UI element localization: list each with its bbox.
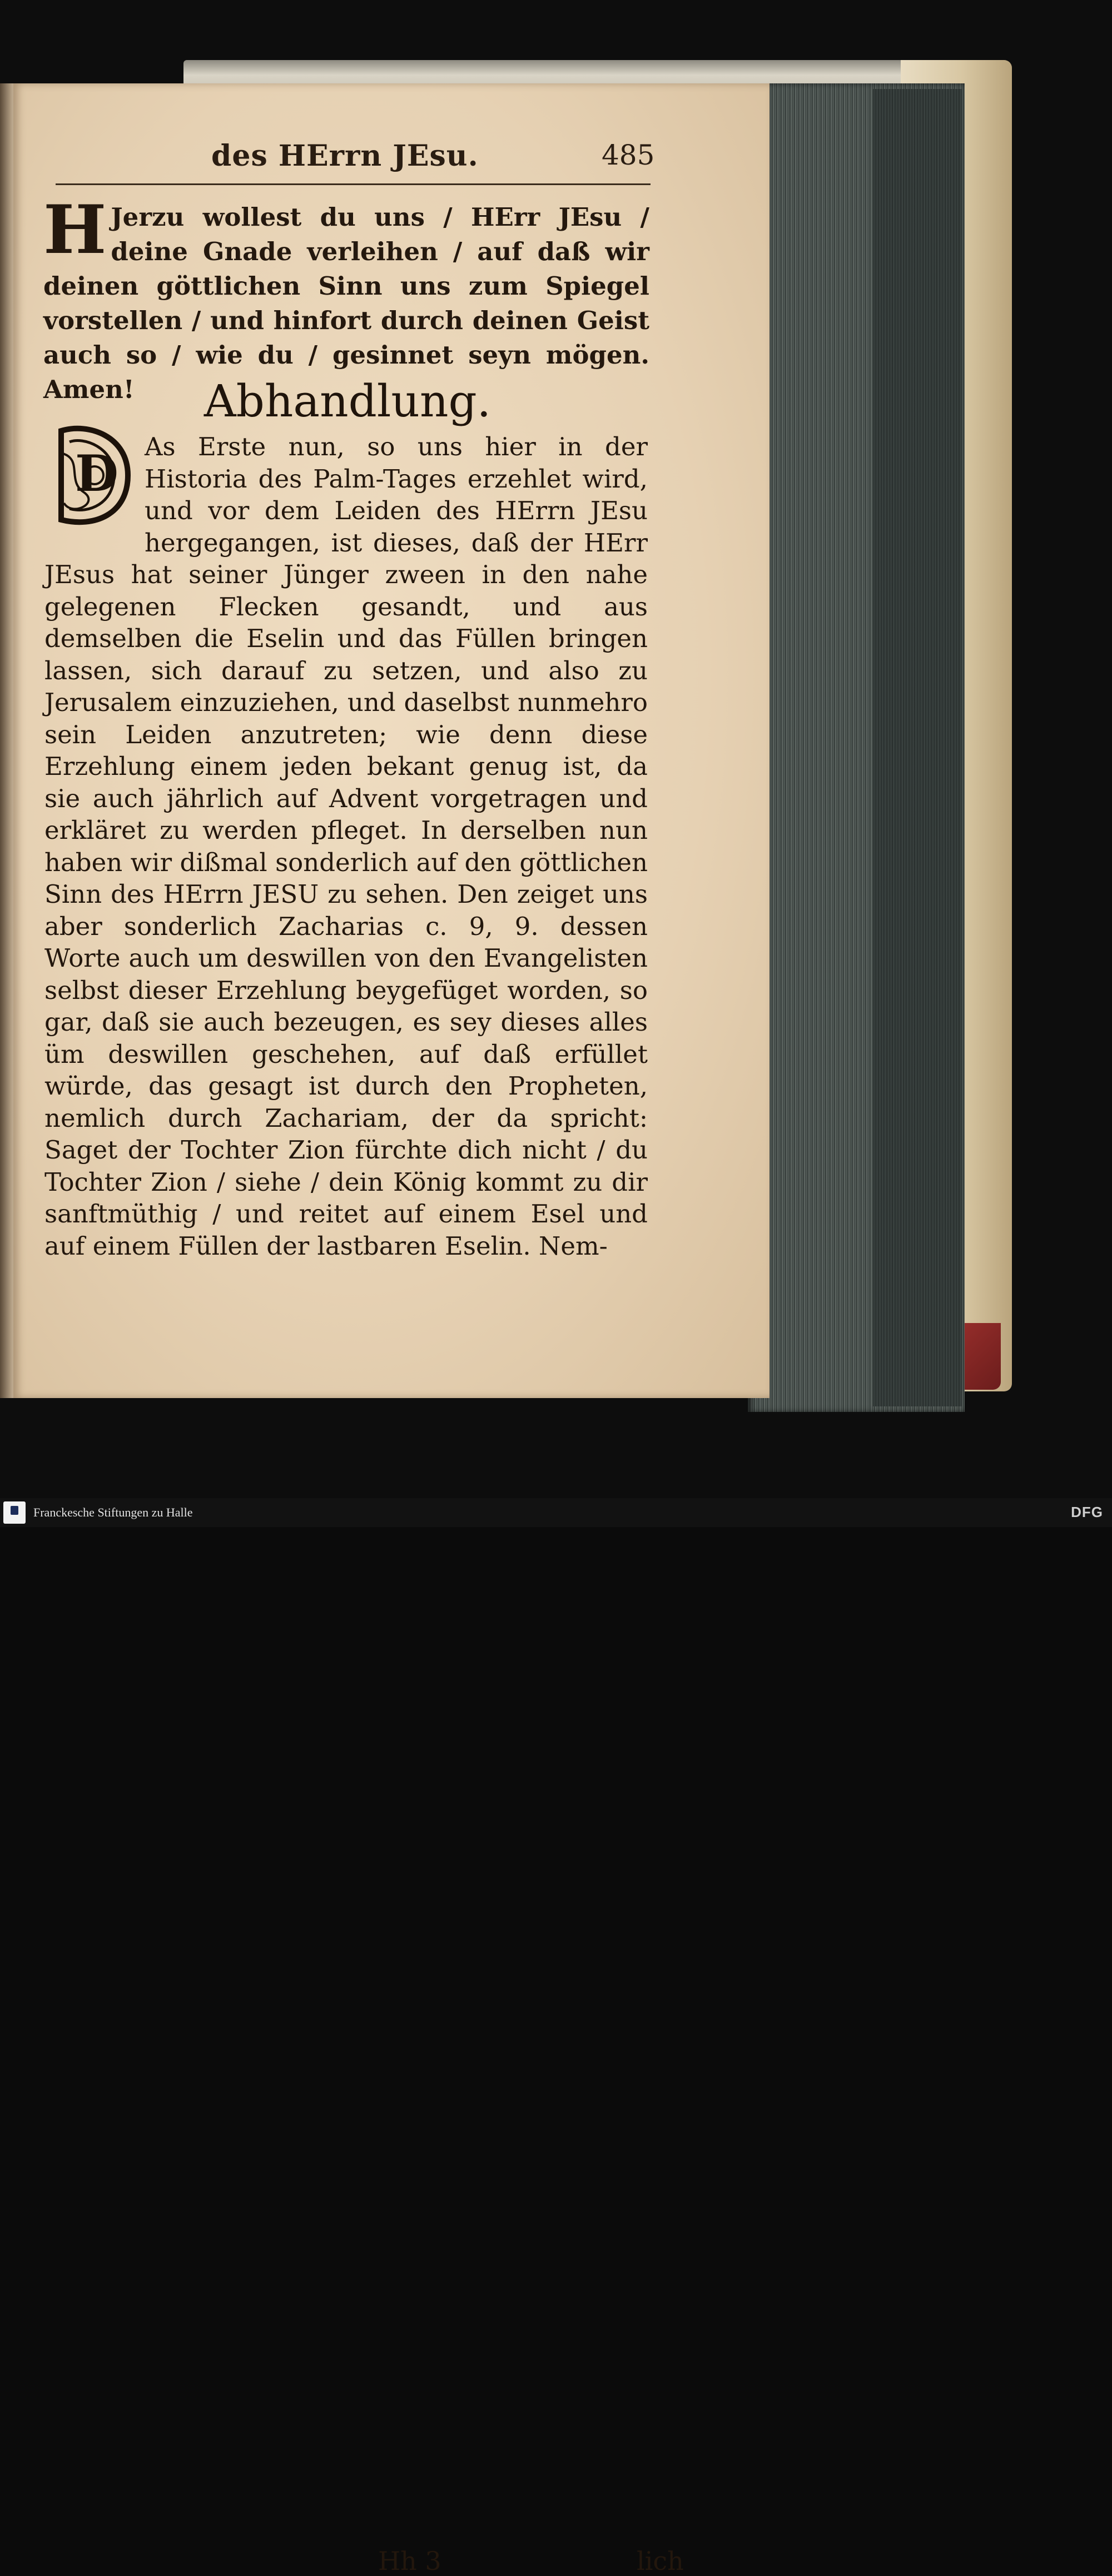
institution-logo-icon (3, 1501, 26, 1524)
head-rule (56, 183, 651, 185)
page-number: 485 (602, 139, 655, 171)
body-initial-glyph: D (75, 444, 119, 503)
page-edges-shadow (873, 89, 962, 1406)
catchword: lich (637, 2546, 684, 2576)
initial-space (44, 431, 145, 528)
body-paragraph (44, 431, 648, 1262)
institution-name: Franckesche Stiftungen zu Halle (33, 1505, 193, 1519)
running-head: des HErrn JEsu. (211, 139, 479, 173)
dfg-logo: DFG (1071, 1504, 1103, 1520)
signature-mark: Hh 3 (378, 2546, 441, 2576)
viewer-footer (0, 1498, 1112, 1527)
prayer-text: Jerzu wollest du uns / HErr JEsu / deine Gnade verleihen / auf daß wir deinen göttlichen Sinn uns zum Spiegel vorstellen / und hinfort durch deinen Geist auch so / wie du / gesinnet seyn mögen. Amen! (43, 202, 649, 404)
prayer-initial: H (43, 191, 107, 269)
body-text: As Erste nun, so uns hier in der Historia des Palm-Tages erzehlet wird, und vor dem Leiden des HErrn JEsu hergegangen, ist dieses, daß der HErr JEsus hat seiner Jünger zween in den nahe gelegenen Flecken gesandt, und aus demselben die Eselin und das Füllen bringen lassen, sich darauf zu setzen, und also zu Jerusalem einzuziehen, und daselbst nunmehro sein Leiden anzutreten; wie denn diese Erzehlung einem jeden bekant genug ist, da sie auch jährlich auf Advent vorgetragen und erkläret zu werden pfleget. In derselben nun haben wir dißmal sonderlich auf den göttlichen Sinn des HErrn JESU zu sehen. Den zeiget uns aber sonderlich Zacharias c. 9, 9. dessen Worte auch um deswillen von den Evangelisten selbst dieser Erzehlung beygefüget worden, so gar, daß sie auch bezeugen, es sey dieses alles üm deswillen geschehen, auf daß erfüllet würde, das gesagt ist durch den Propheten, nemlich durch Zachariam, der da spricht: Saget der Tochter Zion fürchte dich nicht / du Tochter Zion / siehe / dein König kommt zu dir sanftmüthig / und reitet auf einem Esel und auf einem Füllen der lastbaren Eselin. Nem- (44, 432, 648, 1261)
section-heading: Abhandlung. (203, 375, 492, 427)
